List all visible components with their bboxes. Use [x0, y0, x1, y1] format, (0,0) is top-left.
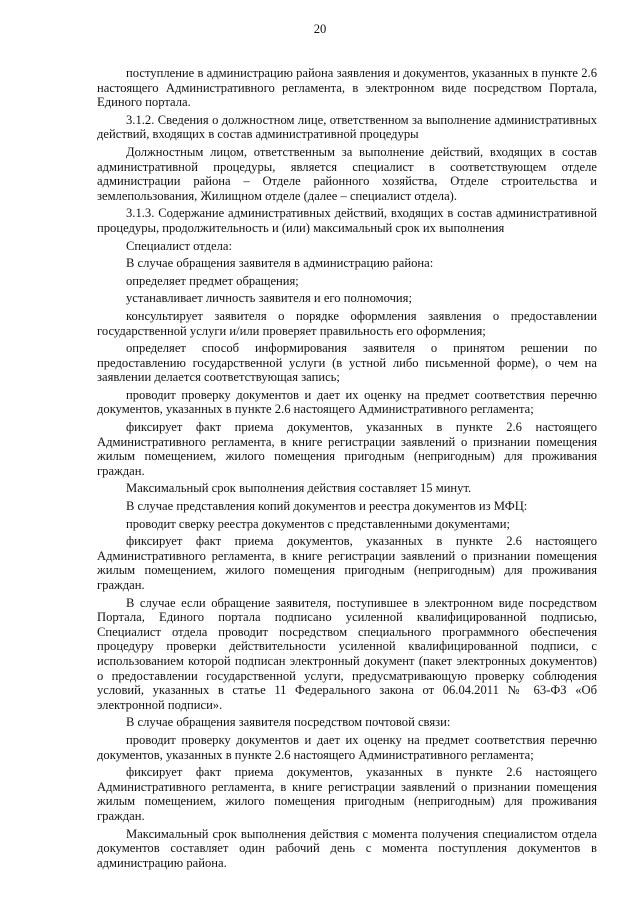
section-heading-3-1-3: 3.1.3. Содержание административных действий, входящих в состав административной процедуры, продолжительность и (или) максимальный срок их выполнения — [97, 206, 597, 235]
page-number: 20 — [313, 22, 327, 36]
list-item: фиксирует факт приема документов, указанных в пункте 2.6 настоящего Административного регламента, в книге регистрации заявлений о признании помещения жилым помещением, жилого помещения пригодным (непригодным) для проживания граждан. — [97, 420, 597, 478]
section-heading-3-1-2: 3.1.2. Сведения о должностном лице, ответственном за выполнение административных действий, входящих в состав административной процедуры — [97, 112, 597, 142]
paragraph: В случае если обращение заявителя, поступившее в электронном виде посредством Портала, Единого портала подписано усиленной квалифицированной подписью, Специалист отдела проводит посредством специального программного обеспечения процедуру проверки действительности усиленной квалифицированной подписи, с использованием которой подписан электронный документ (пакет электронных документов) о предоставлении государственной услуги, предусматривающую проверку соблюдения условий, указанных в статье 11 Федерального закона от 06.04.2011 № 63-ФЗ «Об электронной подписи». — [97, 595, 597, 712]
paragraph: В случае обращения заявителя посредством почтовой связи: — [126, 715, 451, 730]
list-item: устанавливает личность заявителя и его полномочия; — [126, 291, 412, 306]
paragraph: Максимальный срок выполнения действия с момента получения специалистом отдела документов составляет один рабочий день с момента поступления документов в администрацию района. — [97, 826, 597, 870]
paragraph: Специалист отдела: — [126, 238, 233, 253]
list-item: проводит проверку документов и дает их оценку на предмет соответствия перечню документов, указанных в пункте 2.6 настоящего Административного регламента; — [97, 387, 597, 417]
list-item: фиксирует факт приема документов, указанных в пункте 2.6 настоящего Административного регламента, в книге регистрации заявлений о признании помещения жилым помещением, жилого помещения пригодным (непригодным) для проживания граждан. — [97, 765, 597, 823]
paragraph: Должностным лицом, ответственным за выполнение действий, входящих в состав административной процедуры, является специалист в соответствующем отделе администрации района – Отделе районного хозяйства, Отделе строительства и землепользования, Жилищном отделе (далее – специалист отдела). — [97, 144, 597, 203]
list-item: фиксирует факт приема документов, указанных в пункте 2.6 настоящего Административного регламента, в книге регистрации заявлений о признании помещения жилым помещением, жилого помещения пригодным (непригодным) для проживания граждан. — [97, 534, 597, 592]
list-item: определяет способ информирования заявителя о принятом решении по предоставлению государственной услуги (в устной либо письменной форме), о чем на заявлении делается соответствующая запись; — [97, 341, 597, 385]
list-item: определяет предмет обращения; — [126, 273, 299, 288]
paragraph: В случае представления копий документов и реестра документов из МФЦ: — [126, 499, 528, 514]
list-item: проводит проверку документов и дает их оценку на предмет соответствия перечню документов, указанных в пункте 2.6 настоящего Административного регламента; — [97, 732, 597, 762]
document-text-body — [97, 66, 597, 873]
list-item: консультирует заявителя о порядке оформления заявления о предоставлении государственной услуги и/или проверяет правильность его оформления; — [97, 308, 597, 338]
paragraph: поступление в администрацию района заявления и документов, указанных в пункте 2.6 настоящего Административного регламента, в электронном виде посредством Портала, Единого портала. — [97, 66, 597, 110]
paragraph: Максимальный срок выполнения действия составляет 15 минут. — [126, 481, 472, 496]
paragraph: В случае обращения заявителя в администрацию района: — [126, 256, 434, 271]
list-item: проводит сверку реестра документов с представленными документами; — [126, 516, 510, 531]
